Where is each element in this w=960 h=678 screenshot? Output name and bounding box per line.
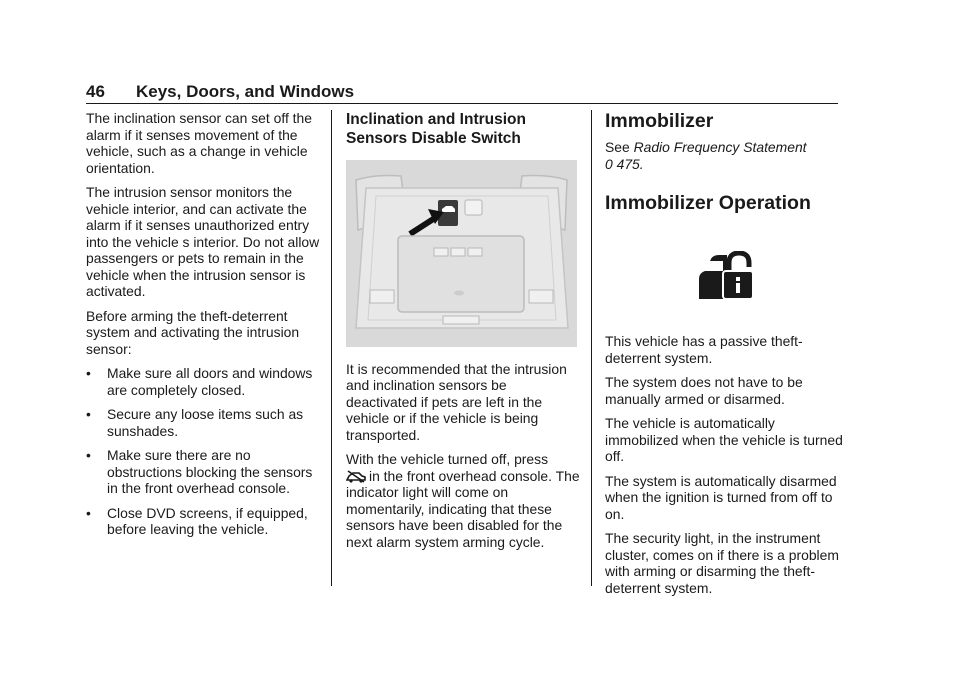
column-divider-1 bbox=[331, 110, 332, 586]
bullet-icon: • bbox=[86, 504, 91, 521]
chapter-title: Keys, Doors, and Windows bbox=[136, 82, 355, 101]
bullet-icon: • bbox=[86, 447, 91, 463]
press-text: With the vehicle turned off, press bbox=[346, 451, 549, 467]
left-map-light bbox=[370, 290, 394, 303]
list-item bbox=[86, 447, 322, 497]
immobilizer-paragraph: The system does not have to be manually armed or disarmed. bbox=[605, 374, 803, 407]
page-ref-icon: 0 bbox=[605, 155, 613, 172]
bullet-icon: • bbox=[86, 406, 91, 422]
see-reference bbox=[605, 139, 845, 172]
inclination-paragraph: The inclination sensor can set off the alarm if it senses movement of the vehicle, such as a change in vehicle orientation. bbox=[86, 110, 312, 176]
page-ref-link[interactable]: 475. bbox=[616, 155, 644, 172]
list-item bbox=[86, 406, 322, 439]
overhead-console-illustration bbox=[346, 160, 577, 347]
car-window bbox=[705, 261, 723, 271]
adjacent-button bbox=[465, 200, 482, 215]
recommend-paragraph: It is recommended that the intrusion and inclination sensors be deactivated if pets are left in the vehicle or if the vehicle is being transported. bbox=[346, 360, 567, 443]
console-switch-3 bbox=[468, 248, 482, 256]
bottom-switch bbox=[443, 316, 479, 324]
console-switch-1 bbox=[434, 248, 448, 256]
column-3 bbox=[605, 110, 845, 604]
dvd-console-panel bbox=[398, 236, 524, 312]
immobilizer-operation-heading: Immobilizer Operation bbox=[605, 192, 811, 214]
immobilizer-paragraph: This vehicle has a passive theft-deterrent system. bbox=[605, 333, 803, 366]
page-header bbox=[86, 82, 838, 104]
immobilizer-paragraph: The security light, in the instrument cluster, comes on if there is a problem with arming or disarming the theft-deterrent system. bbox=[605, 530, 839, 596]
press-paragraph bbox=[346, 451, 581, 550]
list-item bbox=[86, 505, 322, 538]
right-map-light bbox=[529, 290, 553, 303]
immobilizer-heading: Immobilizer bbox=[605, 110, 714, 132]
car-sensor-disable-icon bbox=[346, 470, 366, 483]
page-number: 46 bbox=[86, 82, 105, 101]
immobilizer-paragraph: The vehicle is automatically immobilized when the vehicle is turned off. bbox=[605, 415, 843, 464]
list-item-text: Make sure all doors and windows are completely closed. bbox=[107, 365, 313, 398]
radio-frequency-link[interactable]: Radio Frequency Statement bbox=[633, 139, 807, 155]
security-icon-wrap bbox=[605, 251, 845, 303]
list-item-text: Make sure there are no obstructions blocking the sensors in the front overhead console. bbox=[107, 447, 313, 496]
press-text-continued: in the front overhead console. The indicator light will come on momentarily, indicating that these sensors have been disabled for the next alarm system arming cycle. bbox=[346, 467, 580, 550]
before-arming-paragraph: Before arming the theft-deterrent system and activating the intrusion sensor: bbox=[86, 307, 300, 357]
see-label: See bbox=[605, 139, 630, 155]
bullet-icon: • bbox=[86, 365, 91, 381]
console-lens bbox=[454, 291, 464, 296]
console-switch-2 bbox=[451, 248, 465, 256]
immobilizer-paragraph: The system is automatically disarmed when the ignition is turned from off to on. bbox=[605, 472, 837, 522]
column-divider-2 bbox=[591, 110, 592, 586]
column-2 bbox=[346, 110, 581, 558]
list-item bbox=[86, 365, 322, 398]
list-item-text: Secure any loose items such as sunshades. bbox=[107, 406, 304, 439]
lock-dot bbox=[736, 277, 740, 281]
intrusion-paragraph: The intrusion sensor monitors the vehicle interior, and can activate the alarm if it senses unauthorized entry into the vehicle s interior. Do not allow passengers or pets to remain in the vehicle when the intrusion sensor is activated. bbox=[86, 184, 320, 299]
list-item-text: Close DVD screens, if equipped, before leaving the vehicle. bbox=[107, 504, 308, 537]
column-1 bbox=[86, 110, 322, 546]
security-light-lock-car-icon bbox=[695, 251, 755, 303]
header-rule bbox=[86, 103, 838, 104]
lock-bar bbox=[736, 283, 740, 293]
disable-switch-heading: Inclination and Intrusion Sensors Disable Switch bbox=[346, 111, 526, 147]
